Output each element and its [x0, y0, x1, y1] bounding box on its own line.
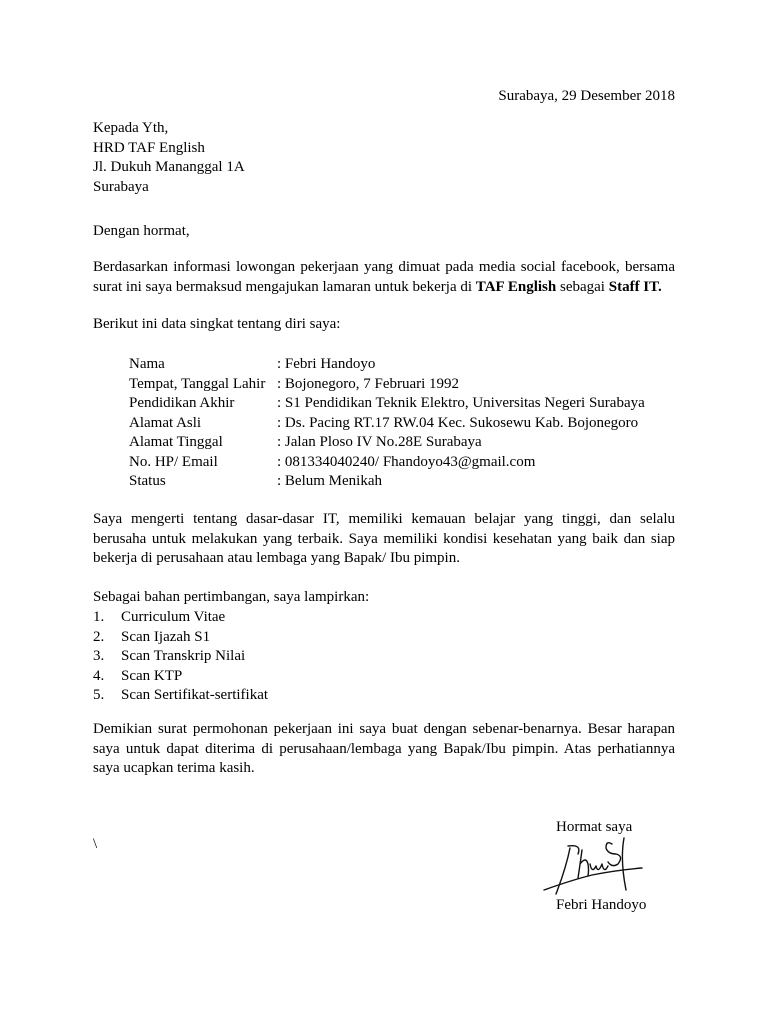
recipient-line: Kepada Yth,	[93, 120, 169, 136]
stray-mark: \	[93, 836, 98, 852]
recipient-line: Jl. Dukuh Mananggal 1A	[93, 159, 245, 175]
data-value: : 081334040240/ Fhandoyo43@gmail.com	[277, 453, 536, 470]
personal-data-row	[129, 472, 645, 492]
data-value: : Ds. Pacing RT.17 RW.04 Kec. Sukosewu Kab. Bojonegoro	[277, 414, 639, 431]
opening-text: Berdasarkan informasi lowongan pekerjaan yang dimuat pada media social facebook, bersama surat ini saya bermaksud mengajukan lamaran untuk bekerja di	[93, 259, 675, 295]
item-number: 1.	[93, 609, 105, 625]
signature-stroke	[622, 838, 626, 890]
closing-salutation: Hormat saya	[556, 819, 633, 835]
date-line: Surabaya, 29 Desember 2018	[498, 88, 675, 104]
data-label: Nama	[129, 356, 165, 372]
personal-data-table	[129, 355, 645, 492]
item-text: Scan Sertifikat-sertifikat	[121, 687, 269, 703]
signature-stroke	[556, 848, 570, 894]
closing-paragraph: Demikian surat permohonan pekerjaan ini saya buat dengan sebenar-benarnya. Besar harapan saya untuk dapat diterima di perusahaan/lembaga yang Bapak/Ibu pimpin. Atas perhatiannya saya ucapkan terima kasih.	[93, 721, 675, 776]
data-label: Alamat Tinggal	[129, 434, 223, 450]
item-number: 3.	[93, 648, 105, 664]
statement-paragraph: Saya mengerti tentang dasar-dasar IT, memiliki kemauan belajar yang tinggi, dan selalu berusaha untuk melakukan yang terbaik. Saya memiliki kondisi kesehatan yang baik dan siap bekerja di perusahaan atau lembaga yang Bapak/ Ibu pimpin.	[93, 511, 675, 566]
signer-name: Febri Handoyo	[556, 897, 647, 913]
item-text: Scan KTP	[121, 667, 183, 684]
item-text: Curriculum Vitae	[121, 609, 226, 625]
recipient-address	[93, 119, 245, 197]
item-text: Scan Transkrip Nilai	[121, 648, 246, 664]
personal-data-intro: Berikut ini data singkat tentang diri saya:	[93, 316, 341, 332]
data-value: : S1 Pendidikan Teknik Elektro, Universitas Negeri Surabaya	[277, 395, 645, 411]
signature-stroke	[578, 850, 589, 878]
company-name: TAF English	[475, 278, 557, 295]
list-item	[93, 628, 268, 648]
item-number: 2.	[93, 628, 105, 645]
data-label: Alamat Asli	[129, 414, 202, 431]
list-item	[93, 647, 268, 667]
opening-text: sebagai	[556, 278, 609, 295]
data-value: : Jalan Ploso IV No.28E Surabaya	[277, 434, 482, 450]
list-item	[93, 667, 268, 687]
recipient-line: HRD TAF English	[93, 139, 205, 156]
opening-paragraph	[93, 258, 675, 297]
personal-data-row	[129, 394, 645, 414]
signature-image	[542, 830, 652, 900]
signature-stroke	[590, 864, 608, 870]
attachments-list	[93, 608, 268, 706]
position-name: Staff IT.	[608, 278, 662, 295]
personal-data-row	[129, 453, 645, 473]
item-number: 5.	[93, 687, 105, 703]
data-label: No. HP/ Email	[129, 453, 218, 470]
greeting: Dengan hormat,	[93, 223, 190, 239]
personal-data-row	[129, 375, 645, 395]
signature-stroke	[606, 843, 621, 866]
item-number: 4.	[93, 667, 105, 684]
personal-data-row	[129, 433, 645, 453]
data-label: Tempat, Tanggal Lahir	[129, 375, 266, 392]
list-item	[93, 608, 268, 628]
list-item	[93, 686, 268, 706]
personal-data-row	[129, 414, 645, 434]
personal-data-row	[129, 355, 645, 375]
data-value: : Febri Handoyo	[277, 356, 376, 372]
data-label: Pendidikan Akhir	[129, 395, 235, 411]
item-text: Scan Ijazah S1	[121, 628, 211, 645]
data-value: : Belum Menikah	[277, 473, 382, 489]
attachments-intro: Sebagai bahan pertimbangan, saya lampirkan:	[93, 589, 370, 605]
recipient-line: Surabaya	[93, 178, 149, 195]
data-value: : Bojonegoro, 7 Februari 1992	[277, 375, 460, 392]
data-label: Status	[129, 473, 166, 489]
